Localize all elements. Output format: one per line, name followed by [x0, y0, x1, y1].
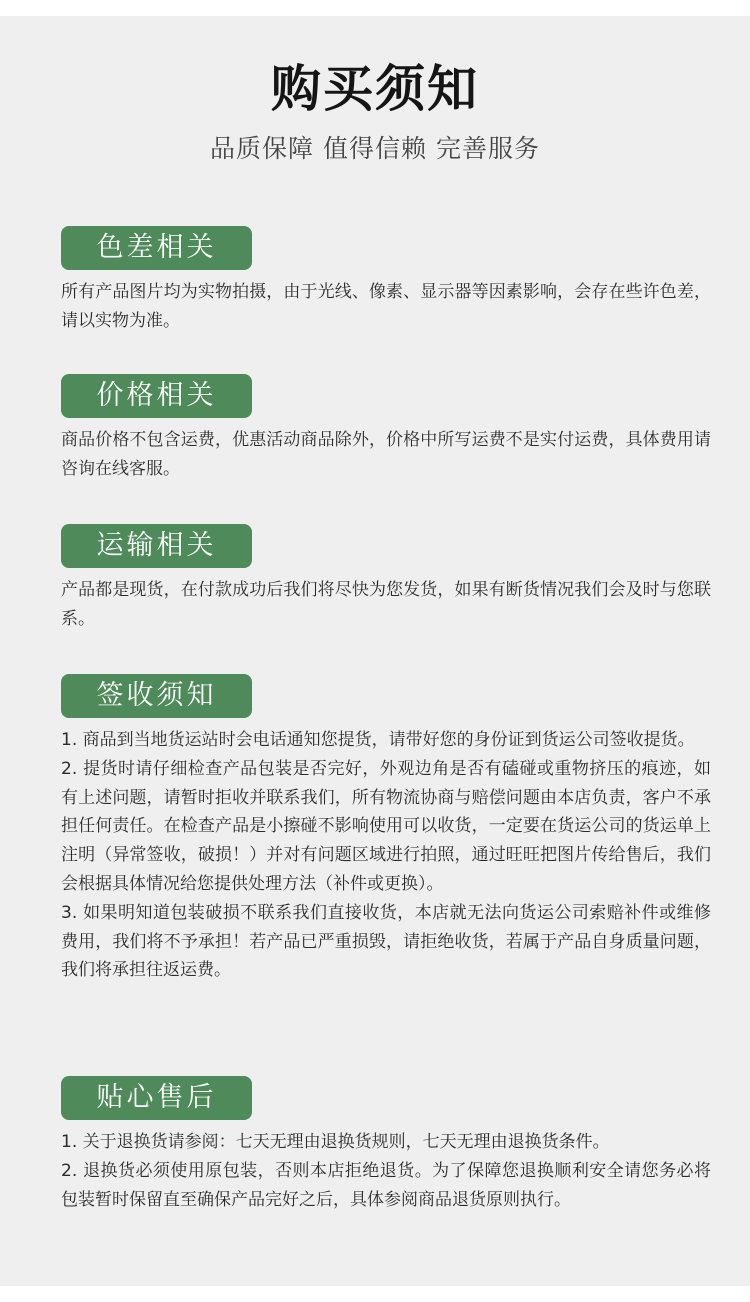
section-paragraph: 产品都是现货，在付款成功后我们将尽快为您发货，如果有断货情况我们会及时与您联系。: [61, 580, 711, 629]
section-paragraph: 2. 退换货必须使用原包装，否则本店拒绝退货。为了保障您退换顺利安全请您务必将包装暂时保留直至确保产品完好之后，具体参阅商品退货原则执行。: [61, 1160, 711, 1210]
section-heading-badge: 色差相关: [61, 226, 252, 270]
section-color-difference: [61, 226, 711, 336]
page-subtitle: 品质保障 值得信赖 完善服务: [210, 134, 540, 163]
section-price: [61, 374, 711, 484]
section-after-sales: [61, 1076, 711, 1214]
section-paragraph: 商品价格不包含运费，优惠活动商品除外，价格中所写运费不是实付运费，具体费用请咨询在线客服。: [61, 430, 711, 479]
section-body: [61, 278, 711, 336]
section-body: [61, 726, 711, 985]
section-paragraph: 1. 商品到当地货运站时会电话通知您提货，请带好您的身份证到货运公司签收提货。: [61, 730, 695, 750]
section-heading-badge: 运输相关: [61, 524, 252, 568]
section-paragraph: 1. 关于退换货请参阅：七天无理由退换货规则，七天无理由退换货条件。: [61, 1132, 610, 1152]
section-heading-badge: 价格相关: [61, 374, 252, 418]
section-paragraph: 3. 如果明知道包装破损不联系我们直接收货，本店就无法向货运公司索赔补件或维修费用，我们将不予承担！若产品已严重损毁，请拒绝收货，若属于产品自身质量问题，我们将承担往返运费。: [61, 902, 711, 981]
section-heading-badge: 签收须知: [61, 674, 252, 718]
section-heading-badge: 贴心售后: [61, 1076, 252, 1120]
section-body: [61, 426, 711, 484]
section-body: [61, 576, 711, 634]
section-shipping: [61, 524, 711, 634]
section-paragraph: 2. 提货时请仔细检查产品包装是否完好，外观边角是否有磕碰或重物挤压的痕迹，如有上述问题，请暂时拒收并联系我们，所有物流协商与赔偿问题由本店负责，客户不承担任何责任。在检查产品是小擦碰不影响使用可以收货，一定要在货运公司的货运单上注明（异常签收，破损！）并对有问题区域进行拍照，通过旺旺把图片传给售后，我们会根据具体情况给您提供处理方法（补件或更换）。: [61, 758, 711, 894]
page-title: 购买须知: [271, 60, 479, 118]
section-body: [61, 1128, 711, 1214]
section-paragraph: 所有产品图片均为实物拍摄，由于光线、像素、显示器等因素影响，会存在些许色差，请以实物为准。: [61, 282, 711, 331]
section-receipt: [61, 674, 711, 985]
